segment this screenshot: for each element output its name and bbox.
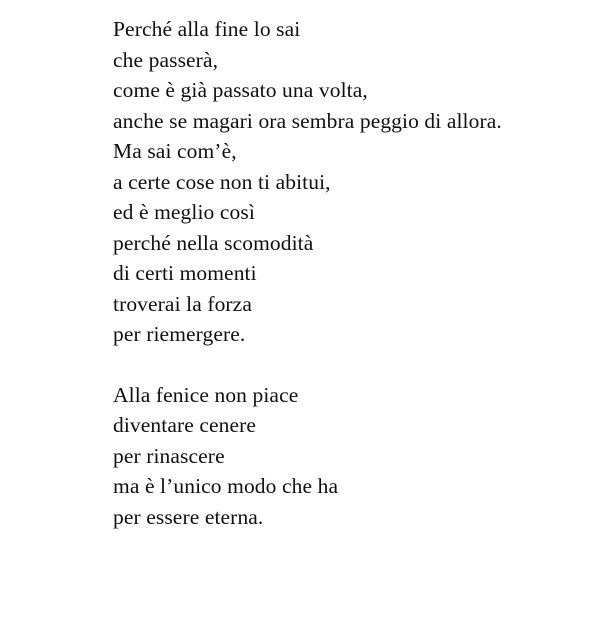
poem-line: che passerà,: [113, 47, 219, 72]
poem-line: ma è l’unico modo che ha: [113, 474, 339, 498]
poem-line: per riemergere.: [113, 322, 246, 346]
poem-line: come è già passato una volta,: [113, 78, 368, 102]
poem-line: Ma sai com’è,: [113, 139, 237, 163]
poem-line: Alla fenice non piace: [113, 382, 299, 407]
poem-line: di certi momenti: [113, 261, 257, 285]
poem-body: [113, 14, 608, 532]
poem-line: anche se magari ora sembra peggio di allora.: [113, 108, 502, 133]
stanza-2: [113, 380, 608, 533]
poem-line: a certe cose non ti abitui,: [113, 169, 331, 194]
poem-line: per essere eterna.: [113, 504, 264, 529]
poem-line: perché nella scomodità: [113, 230, 314, 255]
poem-line: Perché alla fine lo sai: [113, 17, 301, 41]
stanza-1: [113, 14, 608, 350]
poem-line: troverai la forza: [113, 291, 252, 316]
poem-line: ed è meglio così: [113, 200, 255, 224]
poem-line: diventare cenere: [113, 413, 257, 437]
poem-line: per rinascere: [113, 443, 225, 468]
